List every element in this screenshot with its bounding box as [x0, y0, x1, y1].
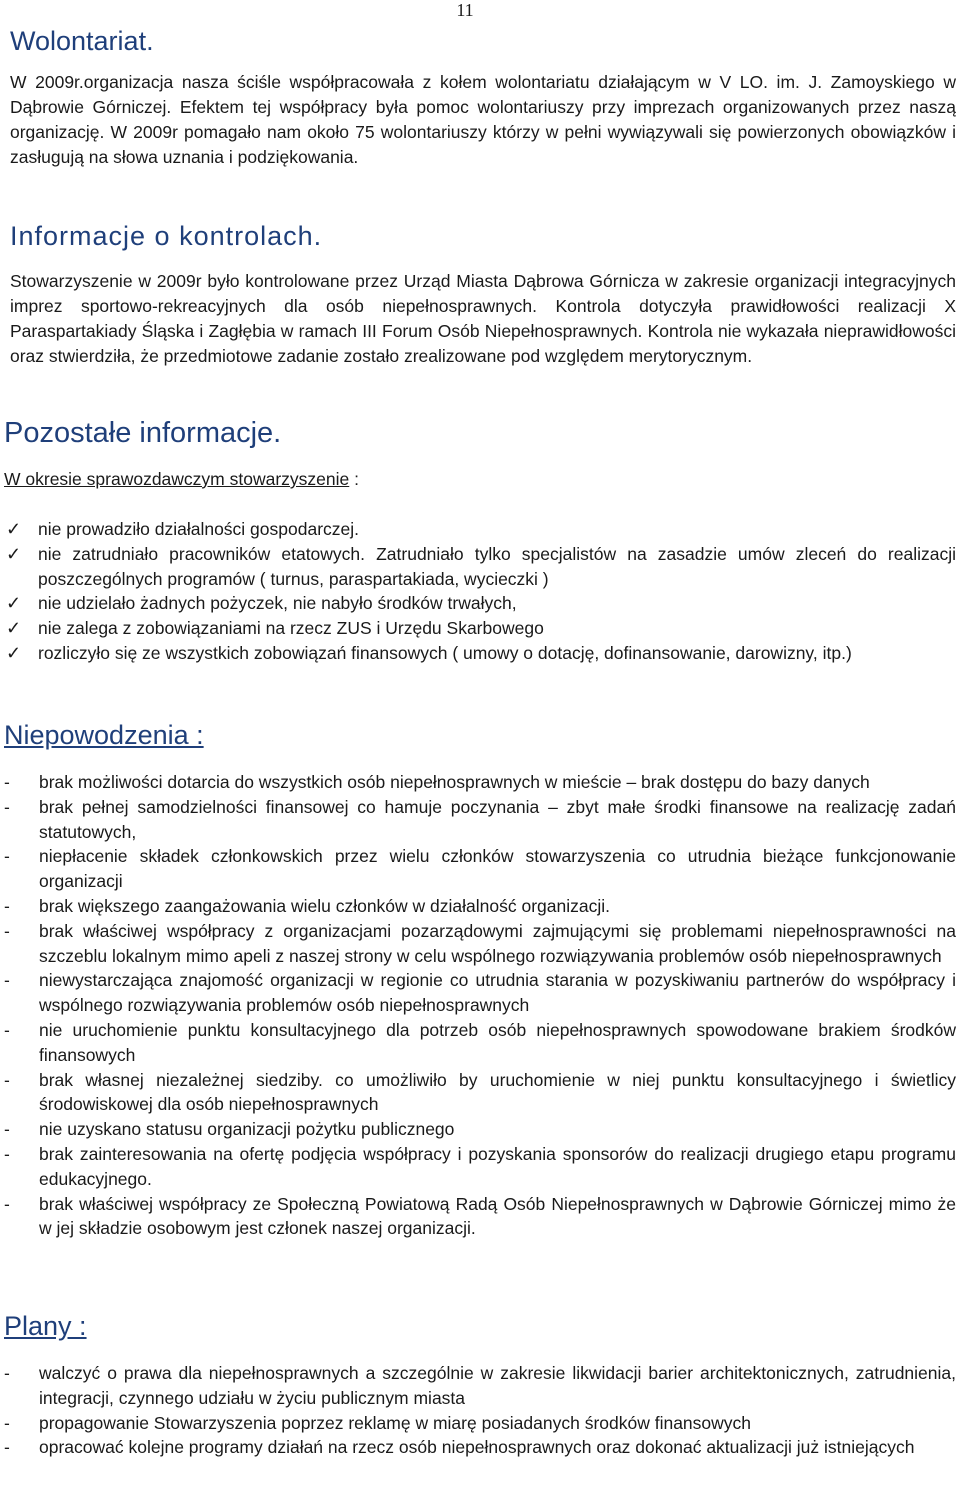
check-icon: ✓ [6, 543, 22, 564]
failure-item [4, 894, 956, 919]
dash-bullet: - [4, 1437, 10, 1458]
plans-heading: Plany : [4, 1311, 87, 1341]
checklist-item-text: nie prowadziło działalności gospodarczej. [38, 519, 360, 539]
other-info-intro-suffix: : [349, 469, 359, 489]
check-icon: ✓ [6, 593, 22, 614]
checklist-item-text: nie udzielało żadnych pożyczek, nie nabyło środków trwałych, [38, 593, 517, 614]
check-icon: ✓ [6, 519, 22, 539]
failure-item-text: brak własnej niezależnej siedziby. co umożliwiło by uruchomienie w niej punktu konsultacyjnego i świetlicy środowiskowej dla osób niepełnosprawnych [39, 1069, 956, 1115]
dash-bullet: - [4, 1363, 10, 1383]
plan-item-text: propagowanie Stowarzyszenia poprzez reklamę w miarę posiadanych środków finansowych [39, 1412, 752, 1433]
failure-item-text: brak większego zaangażowania wielu członków w działalność organizacji. [39, 895, 610, 916]
plan-item [4, 1411, 956, 1436]
plans-list [4, 1361, 956, 1460]
failures-heading: Niepowodzenia : [4, 720, 204, 750]
other-info-checklist [6, 517, 956, 666]
checklist-item-text: nie zalega z zobowiązaniami na rzecz ZUS i Urzędu Skarbowego [38, 618, 544, 639]
controls-heading: Informacje o kontrolach. [10, 221, 323, 251]
failure-item-text: brak właściwej współpracy ze Społeczną Powiatową Radą Osób Niepełnosprawnych w Dąbrowie Górniczej mimo że w jej składzie osobowym jest członek naszej organizacji. [39, 1193, 956, 1239]
plan-item-text: walczyć o prawa dla niepełnosprawnych a szczególnie w zakresie likwidacji barier architektonicznych, zatrudnienia, integracji, czynnego udziału w życiu publicznym miasta [39, 1363, 956, 1408]
page-number: 11 [456, 0, 474, 20]
failure-item-text: nie uzyskano statusu organizacji pożytku publicznego [39, 1119, 455, 1140]
failure-item [4, 1142, 956, 1192]
checklist-item-text: nie zatrudniało pracowników etatowych. Zatrudniało tylko specjalistów na zasadzie umów zleceń do realizacji poszczególnych programów ( turnus, paraspartakiada, wycieczki ) [38, 543, 956, 589]
check-icon: ✓ [6, 618, 22, 639]
checklist-item-text: rozliczyło się ze wszystkich zobowiązań finansowych ( umowy o dotację, dofinansowanie, darowizny, itp.) [38, 642, 852, 663]
checklist-item [6, 517, 956, 542]
controls-paragraph: Stowarzyszenie w 2009r było kontrolowane przez Urząd Miasta Dąbrowa Górnicza w zakresie organizacji integracyjnych imprez sportowo-rekreacyjnych dla osób niepełnosprawnych. Kontrola dotyczyła prawidłowości realizacji X Paraspartakiady Śląska i Zagłębia w ramach III Forum Osób Niepełnosprawnych. Kontrola nie wykazała nieprawidłowości oraz stwierdziła, że przedmiotowe zadanie zostało zrealizowane pod względem merytorycznym. [10, 271, 956, 366]
dash-bullet: - [4, 772, 10, 792]
failure-item-text: niepłacenie składek członkowskich przez wielu członków stowarzyszenia co utrudnia bieżące funkcjonowanie organizacji [39, 846, 956, 892]
failure-item [4, 1018, 956, 1068]
failure-item-text: nie uruchomienie punktu konsultacyjnego dla potrzeb osób niepełnosprawnych spowodowane brakiem środków finansowych [39, 1019, 956, 1065]
checklist-item [6, 591, 956, 616]
failures-list [4, 770, 956, 1241]
failure-item-text: brak pełnej samodzielności finansowej co hamuje poczynania – zbyt małe środki finansowe na realizację zadań statutowych, [39, 796, 956, 842]
failure-item-text: niewystarczająca znajomość organizacji w regionie co utrudnia starania w pozyskiwaniu partnerów do współpracy i wspólnego rozwiązywania problemów osób niepełnosprawnych [39, 970, 956, 1016]
dash-bullet: - [4, 970, 10, 991]
dash-bullet: - [4, 1412, 10, 1433]
dash-bullet: - [4, 1019, 10, 1040]
failure-item [4, 795, 956, 845]
plan-item [4, 1435, 956, 1460]
dash-bullet: - [4, 1069, 10, 1090]
dash-bullet: - [4, 920, 10, 941]
dash-bullet: - [4, 1119, 10, 1140]
checklist-item [6, 616, 956, 641]
failure-item [4, 919, 956, 969]
dash-bullet: - [4, 1193, 10, 1214]
plan-item-text: opracować kolejne programy działań na rzecz osób niepełnosprawnych oraz dokonać aktualizacji już istniejących [39, 1437, 915, 1458]
failure-item [4, 844, 956, 894]
failure-item-text: brak zainteresowania na ofertę podjęcia współpracy i pozyskania sponsorów do realizacji drugiego etapu programu edukacyjnego. [39, 1143, 956, 1189]
plan-item [4, 1361, 956, 1411]
volunteer-heading: Wolontariat. [10, 26, 154, 56]
dash-bullet: - [4, 1143, 10, 1164]
other-info-intro-text: W okresie sprawozdawczym stowarzyszenie [4, 469, 350, 489]
checklist-item [6, 641, 956, 666]
failure-item [4, 968, 956, 1018]
failure-item-text: brak właściwej współpracy z organizacjami pozarządowymi zajmującymi się problemami niepełnosprawności na szczeblu lokalnym mimo apeli z naszej strony w celu wspólnego rozwiązywania problemów osób niepełnosprawnych [39, 920, 956, 966]
failure-item [4, 1068, 956, 1118]
other-info-heading: Pozostałe informacje. [4, 417, 282, 449]
check-icon: ✓ [6, 642, 22, 663]
dash-bullet: - [4, 895, 10, 916]
failure-item [4, 1117, 956, 1142]
failure-item [4, 1192, 956, 1242]
dash-bullet: - [4, 846, 10, 867]
failure-item [4, 770, 956, 795]
other-info-intro [4, 469, 359, 490]
checklist-item [6, 542, 956, 592]
failure-item-text: brak możliwości dotarcia do wszystkich osób niepełnosprawnych w mieście – brak dostępu do bazy danych [39, 772, 870, 792]
dash-bullet: - [4, 796, 10, 817]
volunteer-paragraph: W 2009r.organizacja nasza ściśle współpracowała z kołem wolontariatu działającym w V LO. im. J. Zamoyskiego w Dąbrowie Górniczej. Efektem tej współpracy była pomoc wolontariuszy przy imprezach organizowanych przez naszą organizację. W 2009r pomagało nam około 75 wolontariuszy którzy w pełni wywiązywali się powierzonych obowiązków i zasługują na słowa uznania i podziękowania. [10, 72, 956, 167]
